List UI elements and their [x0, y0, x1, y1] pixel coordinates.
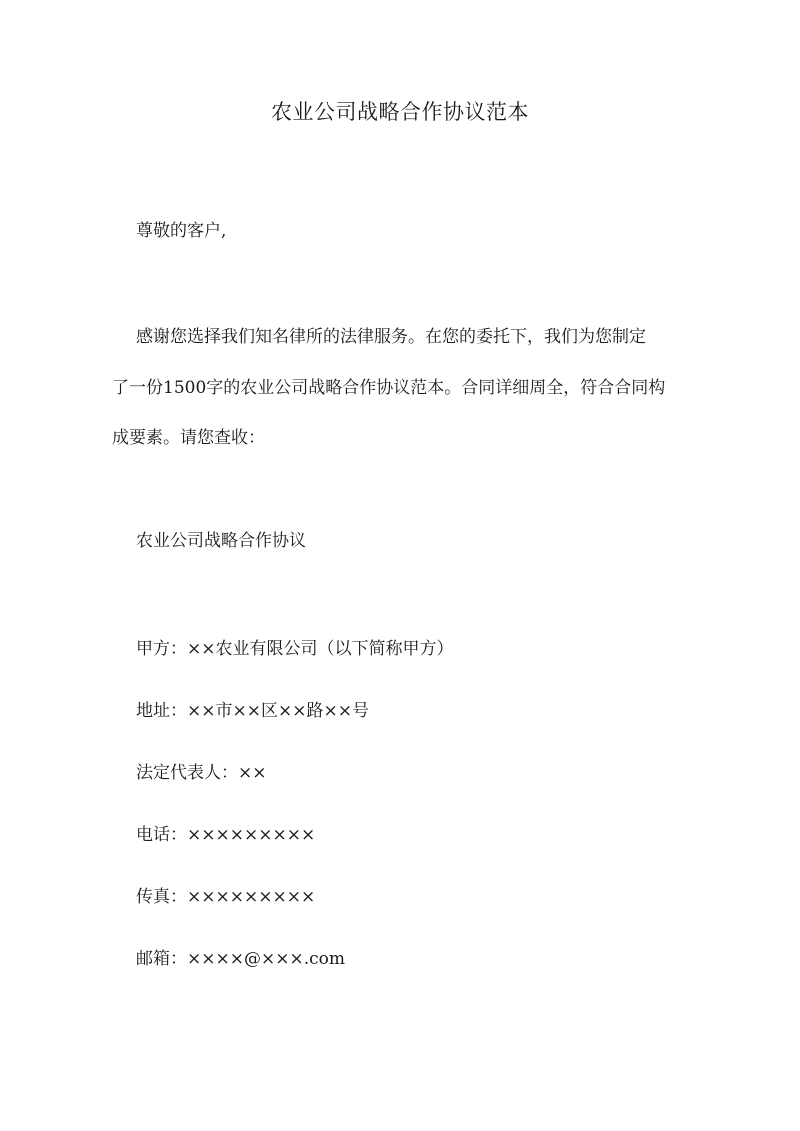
- intro-paragraph-line-1: 感谢您选择我们知名律所的法律服务。在您的委托下，我们为您制定: [136, 327, 646, 347]
- intro-paragraph-line-3: 成要素。请您查收：: [112, 428, 265, 448]
- agreement-heading: 农业公司战略合作协议: [136, 531, 306, 551]
- party-a-fax: 传真：×××××××××: [136, 887, 316, 907]
- party-a-representative: 法定代表人：××: [136, 763, 267, 783]
- intro-paragraph-line-2: 了一份1500字的农业公司战略合作协议范本。合同详细周全，符合合同构: [112, 378, 666, 398]
- party-a-phone: 电话：×××××××××: [136, 825, 316, 845]
- document-title: 农业公司战略合作协议范本: [271, 100, 529, 124]
- salutation: 尊敬的客户,: [136, 221, 227, 241]
- party-a-name: 甲方：××农业有限公司（以下简称甲方）: [136, 639, 454, 659]
- party-a-email: 邮箱：××××@×××.com: [136, 949, 345, 969]
- party-a-address: 地址：××市××区××路××号: [136, 701, 369, 721]
